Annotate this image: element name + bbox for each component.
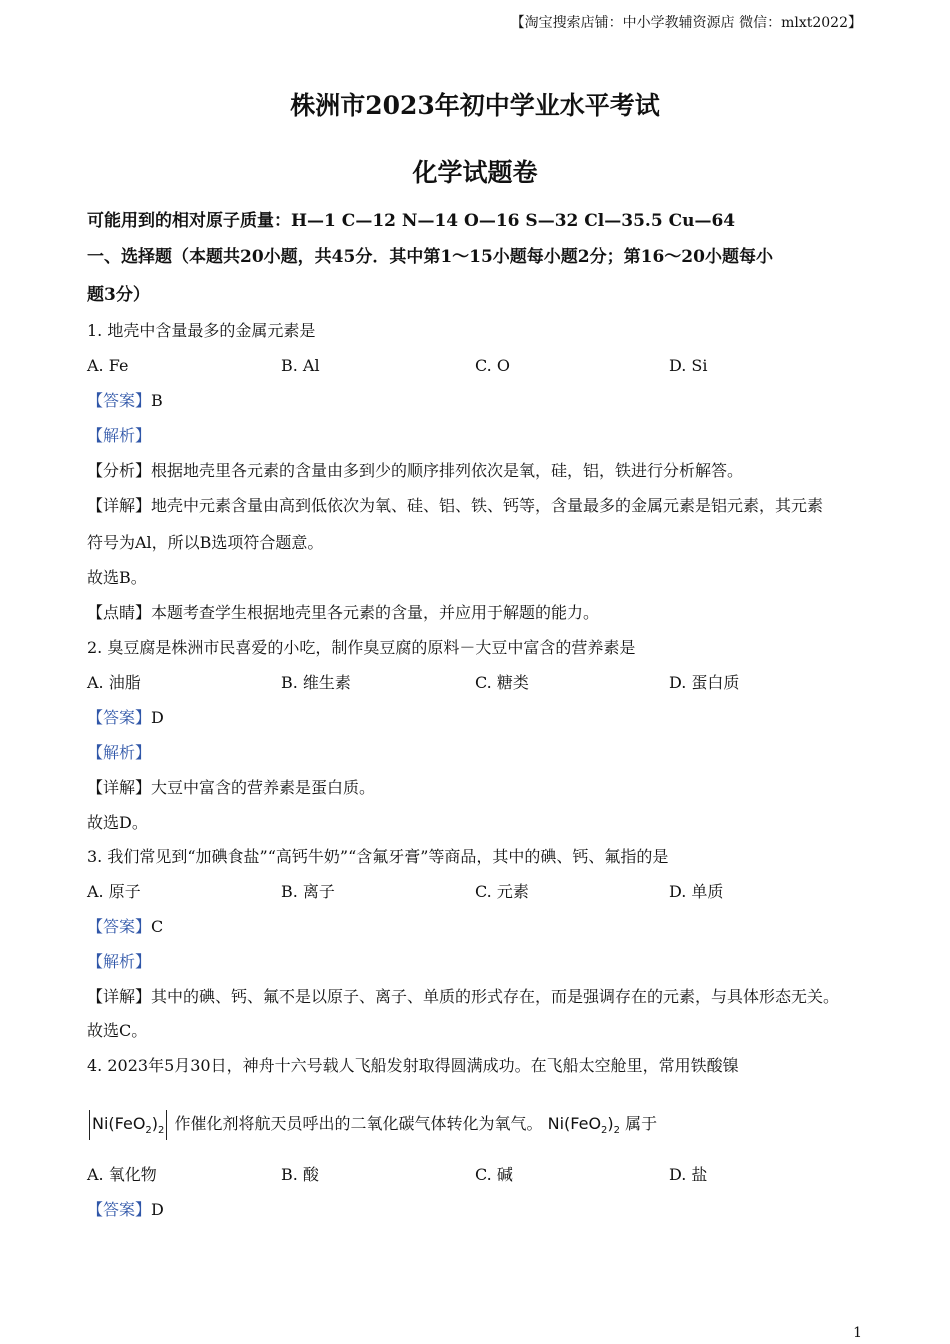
q1-dianjing	[87, 602, 599, 624]
q1-detail-text1: 地壳中元素含量由高到低依次为氧、硅、铝、铁、钙等，含量最多的金属元素是铝元素，其元素	[151, 496, 824, 515]
q4-stem: 4. 2023年5月30日，神舟十六号载人飞船发射取得圆满成功。在飞船太空舱里，常用铁酸镍	[87, 1056, 739, 1075]
q2-option-c: C. 糖类	[475, 673, 529, 692]
fenxi-tag: 【分析】	[87, 461, 152, 480]
answer-tag: 【答案】	[87, 1200, 152, 1219]
q1-detail-line1	[87, 495, 823, 517]
q1-option-d: D. Si	[669, 356, 708, 375]
q4-option-d: D. 盐	[669, 1165, 708, 1184]
formula-sub: 2	[145, 1125, 152, 1136]
q1-fenxi-text: 根据地壳里各元素的含量由多到少的顺序排列依次是氧，硅，铝，铁进行分析解答。	[151, 461, 744, 480]
q1-analysis	[87, 425, 151, 447]
q1-dianjing-text: 本题考查学生根据地壳里各元素的含量，并应用于解题的能力。	[151, 603, 600, 622]
formula-main-2: Ni(FeO	[547, 1114, 602, 1133]
q3-option-c: C. 元素	[475, 882, 529, 901]
atomic-mass-line: 可能用到的相对原子质量：H—1 C—12 N—14 O—16 S—32 Cl—35.5 Cu—64	[87, 211, 736, 231]
formula-outer-sub: 2	[158, 1125, 165, 1136]
q2-option-a: A. 油脂	[87, 673, 141, 692]
section-heading-line2: 题3分）	[87, 285, 150, 305]
q3-analysis	[87, 951, 151, 973]
q3-detail-text: 其中的碘、钙、氟不是以原子、离子、单质的形式存在，而是强调存在的元素，与具体形态无关。	[151, 987, 840, 1006]
q4-option-b: B. 酸	[281, 1165, 319, 1184]
q1-stem: 1. 地壳中含量最多的金属元素是	[87, 321, 316, 340]
q4-text-mid: 作催化剂将航天员呼出的二氧化碳气体转化为氧气。	[174, 1114, 543, 1133]
page-number: 1	[853, 1325, 862, 1341]
analysis-tag: 【解析】	[87, 952, 152, 971]
formula-close: )	[151, 1114, 159, 1133]
answer-tag: 【答案】	[87, 708, 152, 727]
bracket-right	[166, 1110, 167, 1140]
q3-conclusion: 故选C。	[87, 1021, 148, 1040]
dianjing-tag: 【点睛】	[87, 603, 152, 622]
q3-option-a: A. 原子	[87, 882, 141, 901]
q4-option-c: C. 碱	[475, 1165, 513, 1184]
page-header: 【淘宝搜索店铺：中小学教辅资源店 微信：mlxt2022】	[510, 15, 862, 31]
q1-detail-line2: 符号为Al，所以B选项符合题意。	[87, 533, 324, 552]
formula-close-2: )	[607, 1114, 614, 1133]
q3-option-b: B. 离子	[281, 882, 335, 901]
q2-detail	[87, 777, 375, 799]
formula-outer-sub-2: 2	[613, 1125, 621, 1136]
analysis-tag: 【解析】	[87, 426, 152, 445]
analysis-tag: 【解析】	[87, 743, 152, 762]
detail-tag: 【详解】	[87, 496, 152, 515]
q4-text-end: 属于	[625, 1114, 658, 1133]
page-subtitle: 化学试题卷	[412, 158, 538, 187]
q2-conclusion: 故选D。	[87, 813, 148, 832]
q4-formula-line	[87, 1108, 657, 1147]
q1-option-b: B. Al	[281, 356, 320, 375]
section-heading-line1: 一、选择题（本题共20小题，共45分．其中第1～15小题每小题2分；第16～20小题每小	[87, 247, 773, 267]
q3-answer	[87, 916, 163, 938]
detail-tag: 【详解】	[87, 778, 152, 797]
formula-nifeo2-inline	[547, 1114, 621, 1136]
q2-option-b: B. 维生素	[281, 673, 351, 692]
q2-answer-value: D	[151, 708, 164, 727]
q4-answer	[87, 1199, 164, 1221]
answer-tag: 【答案】	[87, 917, 152, 936]
q2-analysis	[87, 742, 151, 764]
q3-stem: 3. 我们常见到“加碘食盐”“高钙牛奶”“含氟牙膏”等商品，其中的碘、钙、氟指的是	[87, 847, 669, 866]
detail-tag: 【详解】	[87, 987, 152, 1006]
q2-stem: 2. 臭豆腐是株洲市民喜爱的小吃，制作臭豆腐的原料－大豆中富含的营养素是	[87, 638, 636, 657]
formula-main: Ni(FeO	[92, 1114, 146, 1133]
q3-option-d: D. 单质	[669, 882, 724, 901]
formula-nifeo2	[92, 1114, 165, 1136]
q1-fenxi	[87, 460, 743, 482]
q1-answer	[87, 390, 163, 412]
q3-answer-value: C	[151, 917, 164, 936]
bracket-left	[89, 1110, 90, 1140]
q4-answer-value: D	[151, 1200, 164, 1219]
q2-option-d: D. 蛋白质	[669, 673, 740, 692]
q1-answer-value: B	[151, 391, 163, 410]
answer-tag: 【答案】	[87, 391, 152, 410]
q2-answer	[87, 707, 164, 729]
q1-option-c: C. O	[475, 356, 510, 375]
formula-sub-2: 2	[601, 1125, 608, 1136]
q4-option-a: A. 氧化物	[87, 1165, 157, 1184]
q3-detail	[87, 986, 839, 1008]
q2-detail-text: 大豆中富含的营养素是蛋白质。	[151, 778, 376, 797]
q1-option-a: A. Fe	[87, 356, 129, 375]
page-title: 株洲市2023年初中学业水平考试	[290, 91, 660, 120]
q1-conclusion: 故选B。	[87, 568, 147, 587]
